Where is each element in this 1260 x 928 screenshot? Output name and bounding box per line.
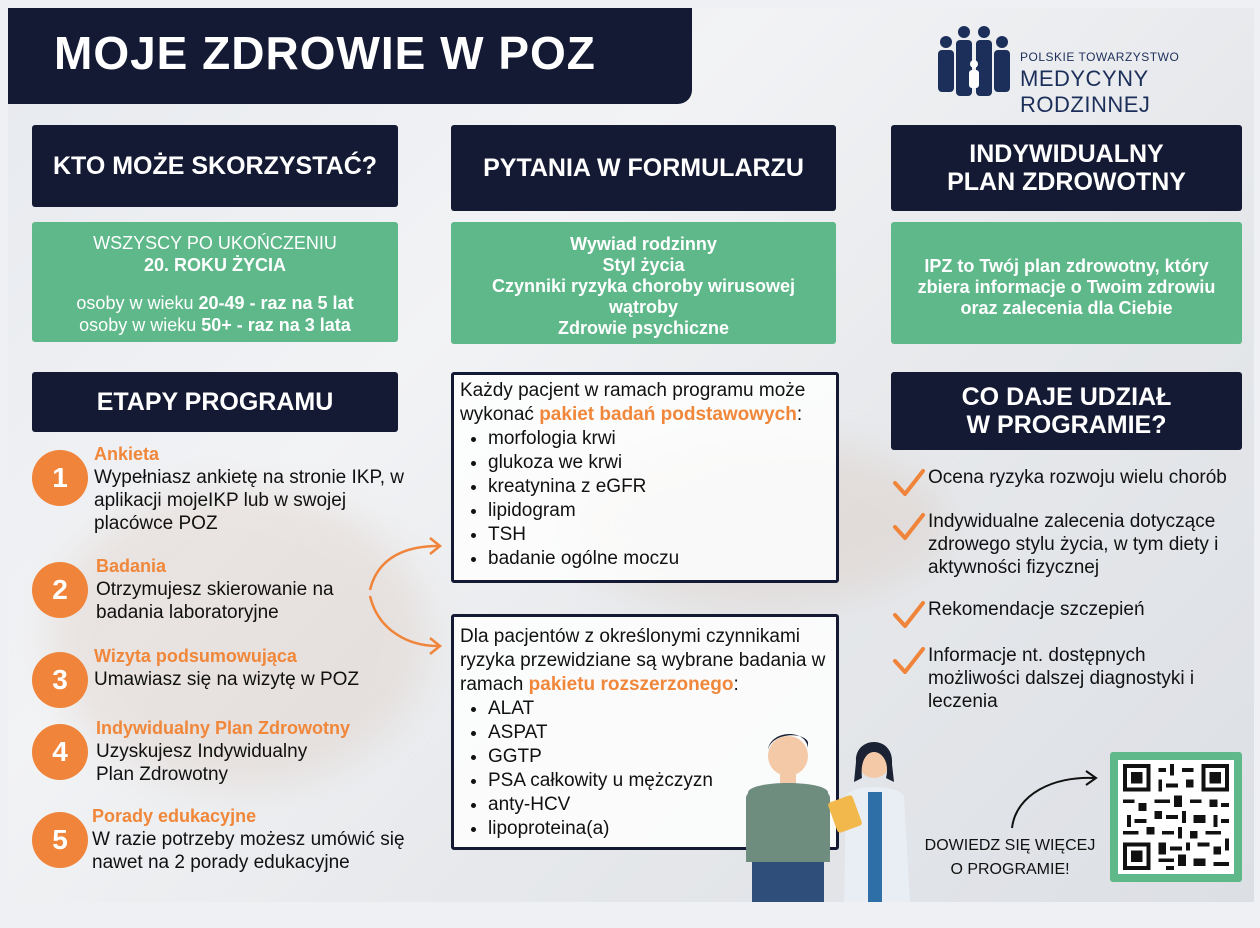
learn-more-line1: DOWIEDZ SIĘ WIĘCEJ <box>924 837 1096 854</box>
list-item: • kreatynina z eGFR <box>488 475 836 499</box>
benefits-header-line2: W PROGRAMIE? <box>966 411 1167 439</box>
list-item: • lipidogram <box>488 499 836 523</box>
step-title: Wizyta podsumowująca <box>94 646 297 666</box>
logo-line2: MEDYCYNY RODZINNEJ <box>1020 66 1151 117</box>
step-number: 2 <box>32 562 88 618</box>
list-item: • glukoza we krwi <box>488 451 836 475</box>
who-header-text: KTO MOŻE SKORZYSTAĆ? <box>52 152 378 180</box>
form-box <box>451 222 836 344</box>
step-5 <box>32 806 432 876</box>
basic-list <box>454 427 836 571</box>
form-items <box>451 234 836 339</box>
checkmark-icon <box>892 510 926 544</box>
infographic-poster <box>8 8 1254 902</box>
ptmr-logo <box>934 20 1244 117</box>
patient-doctor-illustration <box>726 722 926 902</box>
step-desc: W razie potrzeby możesz umówić się nawet na 2 porady edukacyjne <box>92 829 405 873</box>
benefit-text: Rekomendacje szczepień <box>928 599 1145 620</box>
step-number: 3 <box>32 652 88 708</box>
form-header <box>451 125 836 211</box>
step-title: Porady edukacyjne <box>92 806 257 826</box>
list-item: • badanie ogólne moczu <box>488 547 836 571</box>
list-item: • ALAT <box>488 697 836 721</box>
step-1 <box>32 444 432 534</box>
basic-package-box <box>451 372 839 583</box>
ipz-box <box>891 222 1242 344</box>
extended-intro <box>454 617 836 697</box>
list-item: • ASPAT <box>488 721 836 745</box>
step-4 <box>32 718 432 788</box>
logo-line1: POLSKIE TOWARZYSTWO <box>1020 50 1180 64</box>
step-desc: Umawiasz się na wizytę w POZ <box>94 669 360 690</box>
step-number: 5 <box>32 812 88 868</box>
arrows-icon <box>348 526 458 666</box>
learn-more-text <box>912 834 1108 882</box>
form-item: Wywiad rodzinny <box>570 234 717 254</box>
step-number: 1 <box>32 450 88 506</box>
benefit-text: Informacje nt. dostępnych możliwości dalszej diagnostyki i leczenia <box>928 645 1195 712</box>
list-item: • TSH <box>488 523 836 547</box>
who-header <box>32 125 398 207</box>
form-item: Styl życia <box>602 255 685 275</box>
learn-more-line2: O PROGRAMIE! <box>950 861 1070 878</box>
arrow-to-qr-icon <box>1004 764 1104 834</box>
step-title: Ankieta <box>94 444 160 464</box>
basic-intro-end: : <box>796 404 803 425</box>
list-item: • GGTP <box>488 745 836 769</box>
basic-intro <box>454 375 836 427</box>
ipz-text: IPZ to Twój plan zdrowotny, który zbiera informacje o Twoim zdrowiu oraz zalecenia dla Ciebie <box>917 256 1216 318</box>
list-item: • morfologia krwi <box>488 427 836 451</box>
list-item: • anty-HCV <box>488 793 836 817</box>
who-row2 <box>32 314 398 336</box>
benefits-header-line1: CO DAJE UDZIAŁ <box>961 383 1172 411</box>
list-item: • lipoproteina(a) <box>488 817 836 841</box>
step-desc: Wypełniasz ankietę na stronie IKP, w aplikacji mojeIKP lub w swojej placówce POZ <box>94 467 404 534</box>
form-item: Czynniki ryzyka choroby wirusowej wątroby <box>491 276 796 317</box>
stages-header-text: ETAPY PROGRAMU <box>96 388 334 416</box>
checkmark-icon <box>892 598 926 632</box>
benefit-text: Indywidualne zalecenia dotyczące zdrowego stylu życia, w tym diety i aktywności fizycznej <box>928 511 1219 578</box>
qr-code-pattern <box>1118 760 1234 874</box>
who-row2-bold: 50+ - raz na 3 lata <box>201 315 351 335</box>
basic-intro-text: Każdy pacjent w ramach programu może wykonać <box>460 380 806 425</box>
ipz-header <box>891 125 1242 211</box>
who-line1: WSZYSCY PO UKOŃCZENIU <box>93 233 337 253</box>
who-row1-prefix: osoby w wieku <box>76 293 199 313</box>
benefit-text: Ocena ryzyka rozwoju wielu chorób <box>928 467 1227 488</box>
who-row1-bold: 20-49 - raz na 5 lat <box>198 293 354 313</box>
stages-header <box>32 372 398 432</box>
title-bar <box>8 8 692 104</box>
step-title: Indywidualny Plan Zdrowotny <box>96 718 351 738</box>
who-row2-prefix: osoby w wieku <box>79 315 202 335</box>
who-box <box>32 222 398 342</box>
qr-code[interactable] <box>1110 752 1242 882</box>
qr-icon <box>1118 760 1234 874</box>
ipz-header-line2: PLAN ZDROWOTNY <box>947 168 1186 196</box>
who-row1 <box>32 292 398 314</box>
checkmark-icon <box>892 644 926 678</box>
extended-intro-end: : <box>733 674 739 695</box>
step-number: 4 <box>32 724 88 780</box>
family-people-icon <box>934 20 1014 104</box>
step-desc: Otrzymujesz skierowanie na badania laboratoryjne <box>96 579 334 623</box>
who-line2: 20. ROKU ŻYCIA <box>143 255 287 275</box>
form-item: Zdrowie psychiczne <box>557 318 730 338</box>
extended-intro-text: Dla pacjentów z określonymi czynnikami ryzyka przewidziane są wybrane badania w ramach <box>460 626 826 695</box>
form-header-text: PYTANIA W FORMULARZU <box>483 154 804 182</box>
list-item: • PSA całkowity u mężczyzn <box>488 769 836 793</box>
ipz-header-line1: INDYWIDUALNY <box>969 140 1164 168</box>
page-title: MOJE ZDROWIE W POZ <box>54 27 596 79</box>
checkmark-icon <box>892 466 926 500</box>
basic-highlight: pakiet badań podstawowych <box>539 404 797 425</box>
benefits-header <box>891 372 1242 450</box>
step-title: Badania <box>96 556 167 576</box>
step-desc: Uzyskujesz Indywidualny Plan Zdrowotny <box>96 741 308 785</box>
extended-highlight: pakietu rozszerzonego <box>528 674 734 695</box>
